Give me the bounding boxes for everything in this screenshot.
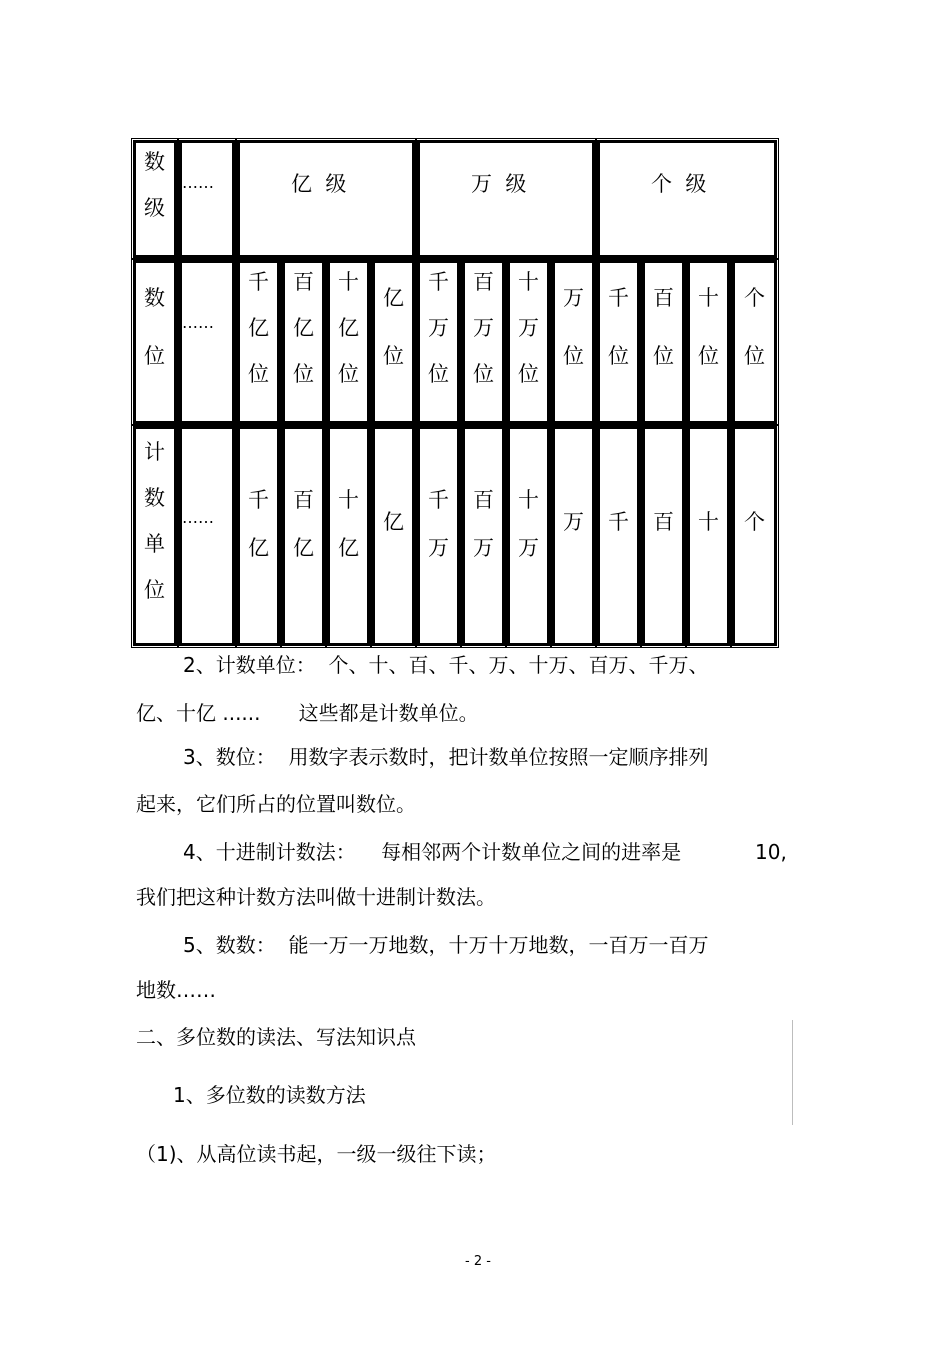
header-unit-char: 单 xyxy=(144,532,165,556)
cell-unit-9 xyxy=(642,426,685,646)
position-label-char: 位 xyxy=(744,344,765,368)
section-title: 二、多位数的读法、写法知识点 xyxy=(136,1025,416,1049)
paragraph-4-line2: 我们把这种计数方法叫做十进制计数法。 xyxy=(136,885,496,909)
position-label-char: 百 xyxy=(293,270,314,294)
position-label-char: 亿 xyxy=(338,316,359,340)
unit-label-char: 亿 xyxy=(293,536,314,560)
cell-unit-10 xyxy=(687,426,730,646)
position-label-char: 个 xyxy=(744,286,765,310)
position-label-char: 亿 xyxy=(248,316,269,340)
paragraph-2-line2: 亿、十亿 ...... 这些都是计数单位。 xyxy=(136,701,479,725)
cell-level-yi xyxy=(237,140,415,258)
level-yi: 亿 级 xyxy=(291,172,347,196)
level-ge: 个 级 xyxy=(651,172,707,196)
cell-position-11 xyxy=(732,260,777,424)
position-label-char: 十 xyxy=(338,270,359,294)
position-label-char: 万 xyxy=(428,316,449,340)
paragraph-5-line1: 5、数数： 能一万一万地数，十万十万地数，一百万一百万 xyxy=(183,933,709,957)
position-label-char: 位 xyxy=(653,344,674,368)
unit-label-char: 千 xyxy=(428,488,449,512)
cell-position-9 xyxy=(642,260,685,424)
unit-label-char: 十 xyxy=(518,488,539,512)
cell-level-wan xyxy=(417,140,595,258)
cell-position-7 xyxy=(552,260,595,424)
cell-unit-8 xyxy=(597,426,640,646)
paragraph-4-line1: 4、十进制计数法： 每相邻两个计数单位之间的进率是 xyxy=(183,840,682,864)
position-ellipsis: …… xyxy=(182,313,214,332)
unit-label-char: 万 xyxy=(563,510,584,534)
position-label-char: 十 xyxy=(518,270,539,294)
level-wan: 万 级 xyxy=(471,172,527,196)
cell-unit-3 xyxy=(372,426,415,646)
unit-label-char: 亿 xyxy=(338,536,359,560)
header-position-char: 数 xyxy=(144,286,165,310)
cell-level-ellipsis xyxy=(179,140,235,258)
paragraph-3-line1: 3、数位： 用数字表示数时，把计数单位按照一定顺序排列 xyxy=(183,745,709,769)
position-label-char: 位 xyxy=(338,362,359,386)
item-1: （1)、从高位读书起，一级一级往下读； xyxy=(136,1142,497,1166)
position-label-char: 位 xyxy=(248,362,269,386)
cell-position-ellipsis xyxy=(179,260,235,424)
cell-position-8 xyxy=(597,260,640,424)
position-label-char: 千 xyxy=(428,270,449,294)
unit-label-char: 百 xyxy=(473,488,494,512)
cell-position-3 xyxy=(372,260,415,424)
cell-unit-11 xyxy=(732,426,777,646)
header-level-char: 数 xyxy=(144,150,165,174)
unit-label-char: 万 xyxy=(473,536,494,560)
cell-position-header xyxy=(133,260,177,424)
position-label-char: 位 xyxy=(383,344,404,368)
paragraph-3-line2: 起来，它们所占的位置叫数位。 xyxy=(136,792,416,816)
paragraph-2-line1: 2、计数单位： 个、十、百、千、万、十万、百万、千万、 xyxy=(183,653,709,677)
unit-label-char: 万 xyxy=(428,536,449,560)
place-value-table xyxy=(133,140,778,646)
header-level-char: 级 xyxy=(144,196,165,220)
position-label-char: 亿 xyxy=(293,316,314,340)
unit-label-char: 十 xyxy=(698,510,719,534)
level-ellipsis: …… xyxy=(182,173,214,192)
page-number: - 2 - xyxy=(465,1254,491,1269)
position-label-char: 百 xyxy=(473,270,494,294)
position-label-char: 位 xyxy=(608,344,629,368)
position-label-char: 位 xyxy=(563,344,584,368)
position-label-char: 百 xyxy=(653,286,674,310)
header-unit-char: 位 xyxy=(144,578,165,602)
header-unit-char: 数 xyxy=(144,486,165,510)
unit-label-char: 千 xyxy=(248,488,269,512)
cell-unit-7 xyxy=(552,426,595,646)
unit-label-char: 亿 xyxy=(248,536,269,560)
unit-ellipsis: …… xyxy=(182,508,214,527)
unit-label-char: 百 xyxy=(653,510,674,534)
cell-unit-ellipsis xyxy=(179,426,235,646)
cell-level-ge xyxy=(597,140,777,258)
unit-label-char: 万 xyxy=(518,536,539,560)
unit-label-char: 个 xyxy=(744,510,765,534)
position-label-char: 千 xyxy=(608,286,629,310)
position-label-char: 十 xyxy=(698,286,719,310)
sub-title: 1、多位数的读数方法 xyxy=(173,1083,366,1107)
position-label-char: 位 xyxy=(473,362,494,386)
position-label-char: 位 xyxy=(293,362,314,386)
position-label-char: 千 xyxy=(248,270,269,294)
cell-position-10 xyxy=(687,260,730,424)
position-label-char: 万 xyxy=(473,316,494,340)
position-label-char: 万 xyxy=(518,316,539,340)
header-unit-char: 计 xyxy=(144,440,165,464)
position-label-char: 万 xyxy=(563,286,584,310)
unit-label-char: 十 xyxy=(338,488,359,512)
margin-line xyxy=(792,1020,793,1125)
position-label-char: 位 xyxy=(428,362,449,386)
unit-label-char: 亿 xyxy=(383,510,404,534)
unit-label-char: 千 xyxy=(608,510,629,534)
header-position-char: 位 xyxy=(144,344,165,368)
paragraph-5-line2: 地数…… xyxy=(136,978,216,1002)
unit-label-char: 百 xyxy=(293,488,314,512)
position-label-char: 亿 xyxy=(383,286,404,310)
paragraph-4-number: 10, xyxy=(755,840,787,864)
position-label-char: 位 xyxy=(518,362,539,386)
position-label-char: 位 xyxy=(698,344,719,368)
